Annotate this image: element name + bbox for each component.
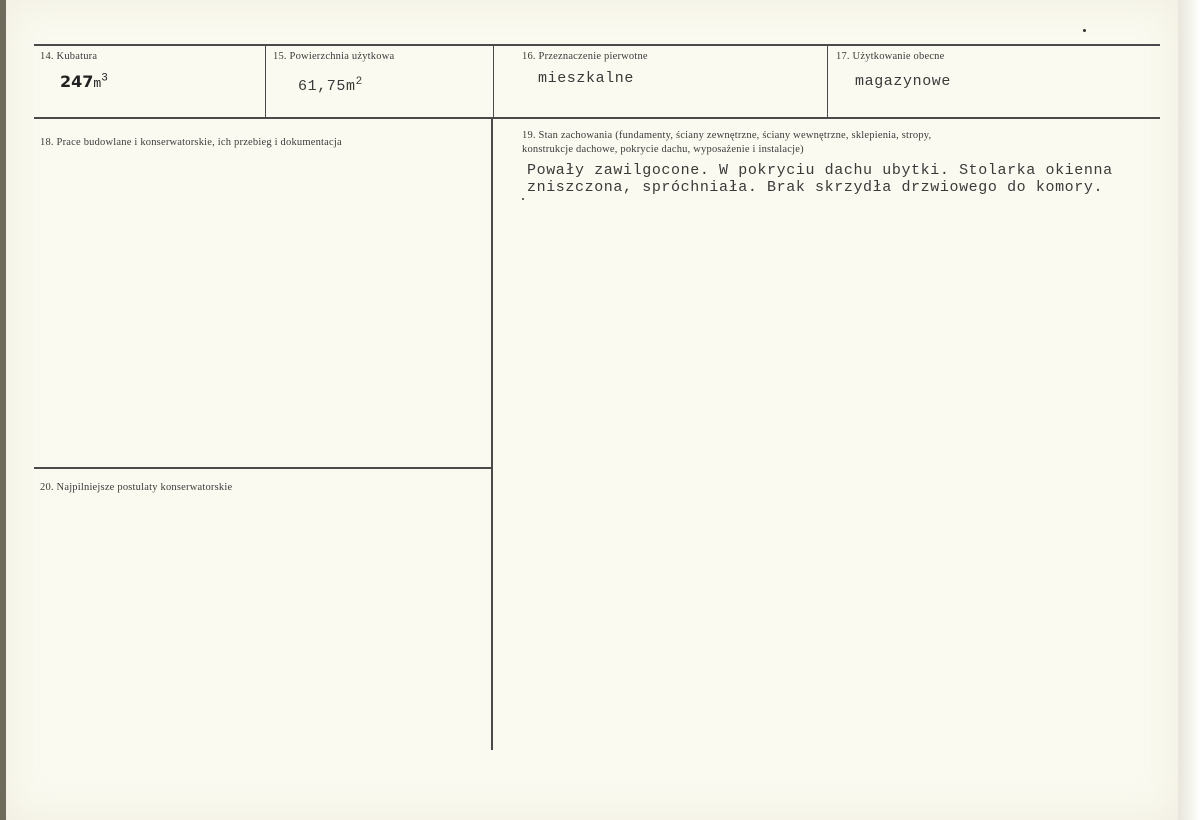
document-sheet <box>6 0 1178 820</box>
powierzchnia-label: 15. Powierzchnia użytkowa <box>273 51 395 62</box>
kubatura-label: 14. Kubatura <box>40 51 98 62</box>
uzytkowanie-value: magazynowe <box>855 73 952 90</box>
top-rule <box>34 44 1160 46</box>
powierzchnia-value <box>298 76 363 95</box>
powierzchnia-exponent: 2 <box>355 76 363 88</box>
paper-speck <box>522 198 524 200</box>
paper-speck <box>1083 29 1086 32</box>
divider-kubatura-powierzchnia <box>265 44 266 117</box>
kubatura-exponent: 3 <box>101 72 108 85</box>
kubatura-value <box>60 72 108 91</box>
kubatura-unit: m <box>93 76 102 91</box>
postulaty-label: 20. Najpilniejsze postulaty konserwatorskie <box>40 482 233 493</box>
center-vertical-rule <box>491 118 493 750</box>
left-middle-rule <box>34 467 491 469</box>
divider-przeznaczenie-uzytkowanie <box>827 44 828 117</box>
page-edge <box>1178 0 1200 820</box>
divider-powierzchnia-przeznaczenie <box>493 44 494 117</box>
przeznaczenie-label: 16. Przeznaczenie pierwotne <box>522 51 648 62</box>
uzytkowanie-label: 17. Użytkowanie obecne <box>836 51 945 62</box>
przeznaczenie-value: mieszkalne <box>538 70 635 87</box>
powierzchnia-number: 61,75m <box>298 78 356 95</box>
kubatura-number: 247 <box>60 72 94 91</box>
stan-label-line1: 19. Stan zachowania (fundamenty, ściany zewnętrzne, ściany wewnętrzne, sklepienia, stropy, <box>522 130 932 141</box>
stan-label-line2: konstrukcje dachowe, pokrycie dachu, wyposażenie i instalacje) <box>522 144 804 155</box>
row-divider-rule <box>34 117 1160 119</box>
stan-text-line2: zniszczona, spróchniała. Brak skrzydła drzwiowego do komory. <box>527 179 1104 196</box>
prace-label: 18. Prace budowlane i konserwatorskie, ich przebieg i dokumentacja <box>40 137 342 148</box>
stan-text-line1: Powały zawilgocone. W pokryciu dachu ubytki. Stolarka okienna <box>527 162 1113 179</box>
